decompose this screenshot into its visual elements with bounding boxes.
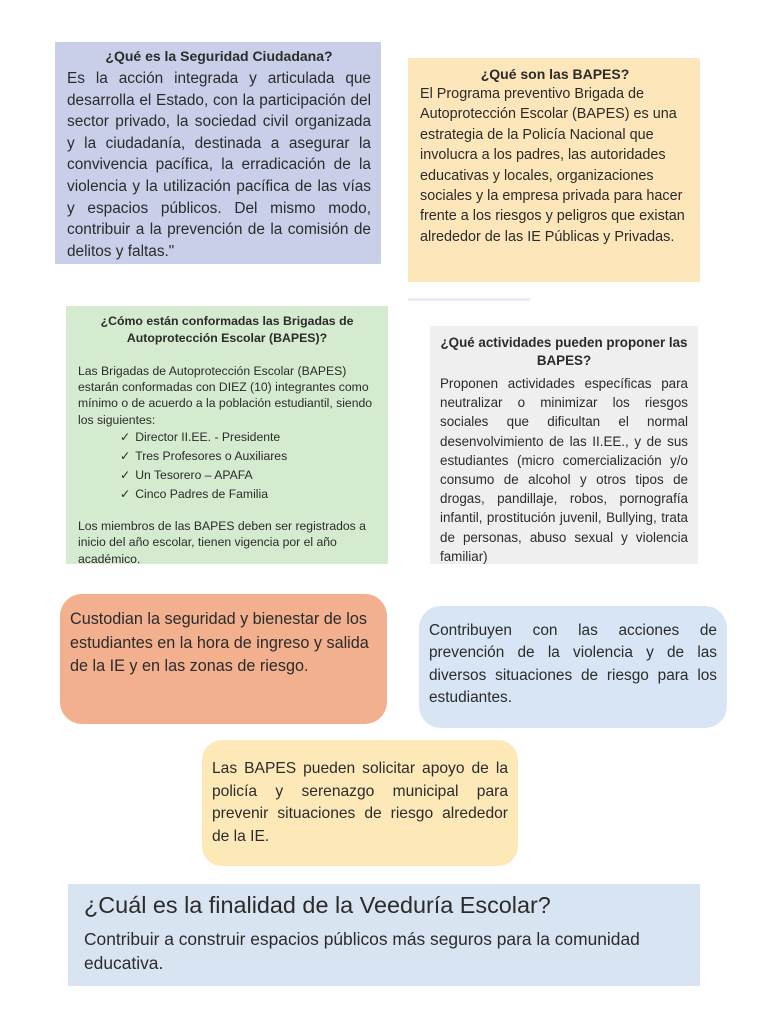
bapes-conformation-title: ¿Cómo están conformadas las Brigadas de Autoprotección Escolar (BAPES)? (100, 314, 354, 345)
member-item: ✓ Cinco Padres de Familia (120, 485, 376, 504)
member-item: ✓ Tres Profesores o Auxiliares (120, 447, 376, 466)
member-item: ✓ Director II.EE. - Presidente (120, 428, 376, 447)
bapes-definition-box (408, 58, 700, 282)
bapes-definition-text: El Programa preventivo Brigada de Autoprotección Escolar (BAPES) es una estrategia de la Policía Nacional que involucra a los padres, las autoridades educativas y locales, organizaciones sociales y la empresa privada para hacer frente a los riesgos y peligros que existan alrededor de las IE Públicas y Privadas. (420, 86, 685, 245)
bapes-activities-title: ¿Qué actividades pueden proponer las BAPES? (440, 335, 688, 368)
contribuyen-text: Contribuyen con las acciones de prevención de la violencia y de las diversos situaciones de riesgo para los estudiantes. (429, 622, 717, 707)
veeduria-text: Contribuir a construir espacios públicos más seguros para la comunidad educativa. (84, 929, 640, 973)
bapes-activities-box (430, 326, 698, 564)
members-list (120, 428, 376, 504)
custodian-box (60, 594, 387, 724)
divider (408, 298, 530, 301)
bapes-activities-text: Proponen actividades específicas para neutralizar o minimizar los riesgos sociales que dificultan el normal desenvolvimiento de las II.EE., y de sus estudiantes (micro comercialización y/o consumo de alcohol y otros tipos de drogas, pandillaje, robos, pornografía infantil, prostitución juvenil, Bullying, trata de personas, abuso sexual y violencia familiar) (440, 376, 688, 564)
apoyo-text: Las BAPES pueden solicitar apoyo de la policía y serenazgo municipal para prevenir situaciones de riesgo alrededor de la IE. (212, 760, 508, 845)
bapes-conformation-intro: Las Brigadas de Autoprotección Escolar (BAPES) estarán conformadas con DIEZ (10) integrantes como mínimo o de acuerdo a la población estudiantil, siendo los siguientes: (78, 364, 373, 427)
custodian-text: Custodian la seguridad y bienestar de los estudiantes en la hora de ingreso y salida de la IE y en las zonas de riesgo. (70, 610, 369, 675)
bapes-conformation-footer: Los miembros de las BAPES deben ser registrados a inicio del año escolar, tienen vigencia por el año académico. (78, 518, 366, 566)
bapes-definition-title: ¿Qué son las BAPES? (480, 66, 630, 82)
seguridad-ciudadana-box (55, 42, 381, 264)
bapes-conformation-box (66, 306, 388, 564)
seguridad-ciudadana-text: Es la acción integrada y articulada que desarrolla el Estado, con la participación del sector privado, la sociedad civil organizada y la ciudadanía, destinada a asegurar la convivencia pacífica, la erradicación de la violencia y la utilización pacífica de las vías y espacios públicos. Del mismo modo, contribuir a la prevención de la comisión de delitos y faltas." (67, 70, 371, 260)
apoyo-box (202, 740, 518, 866)
seguridad-ciudadana-title: ¿Qué es la Seguridad Ciudadana? (105, 48, 333, 64)
veeduria-title: ¿Cuál es la finalidad de la Veeduría Escolar? (84, 892, 551, 918)
member-item: ✓ Un Tesorero – APAFA (120, 466, 376, 485)
veeduria-box (68, 884, 700, 986)
contribuyen-box (419, 606, 727, 728)
